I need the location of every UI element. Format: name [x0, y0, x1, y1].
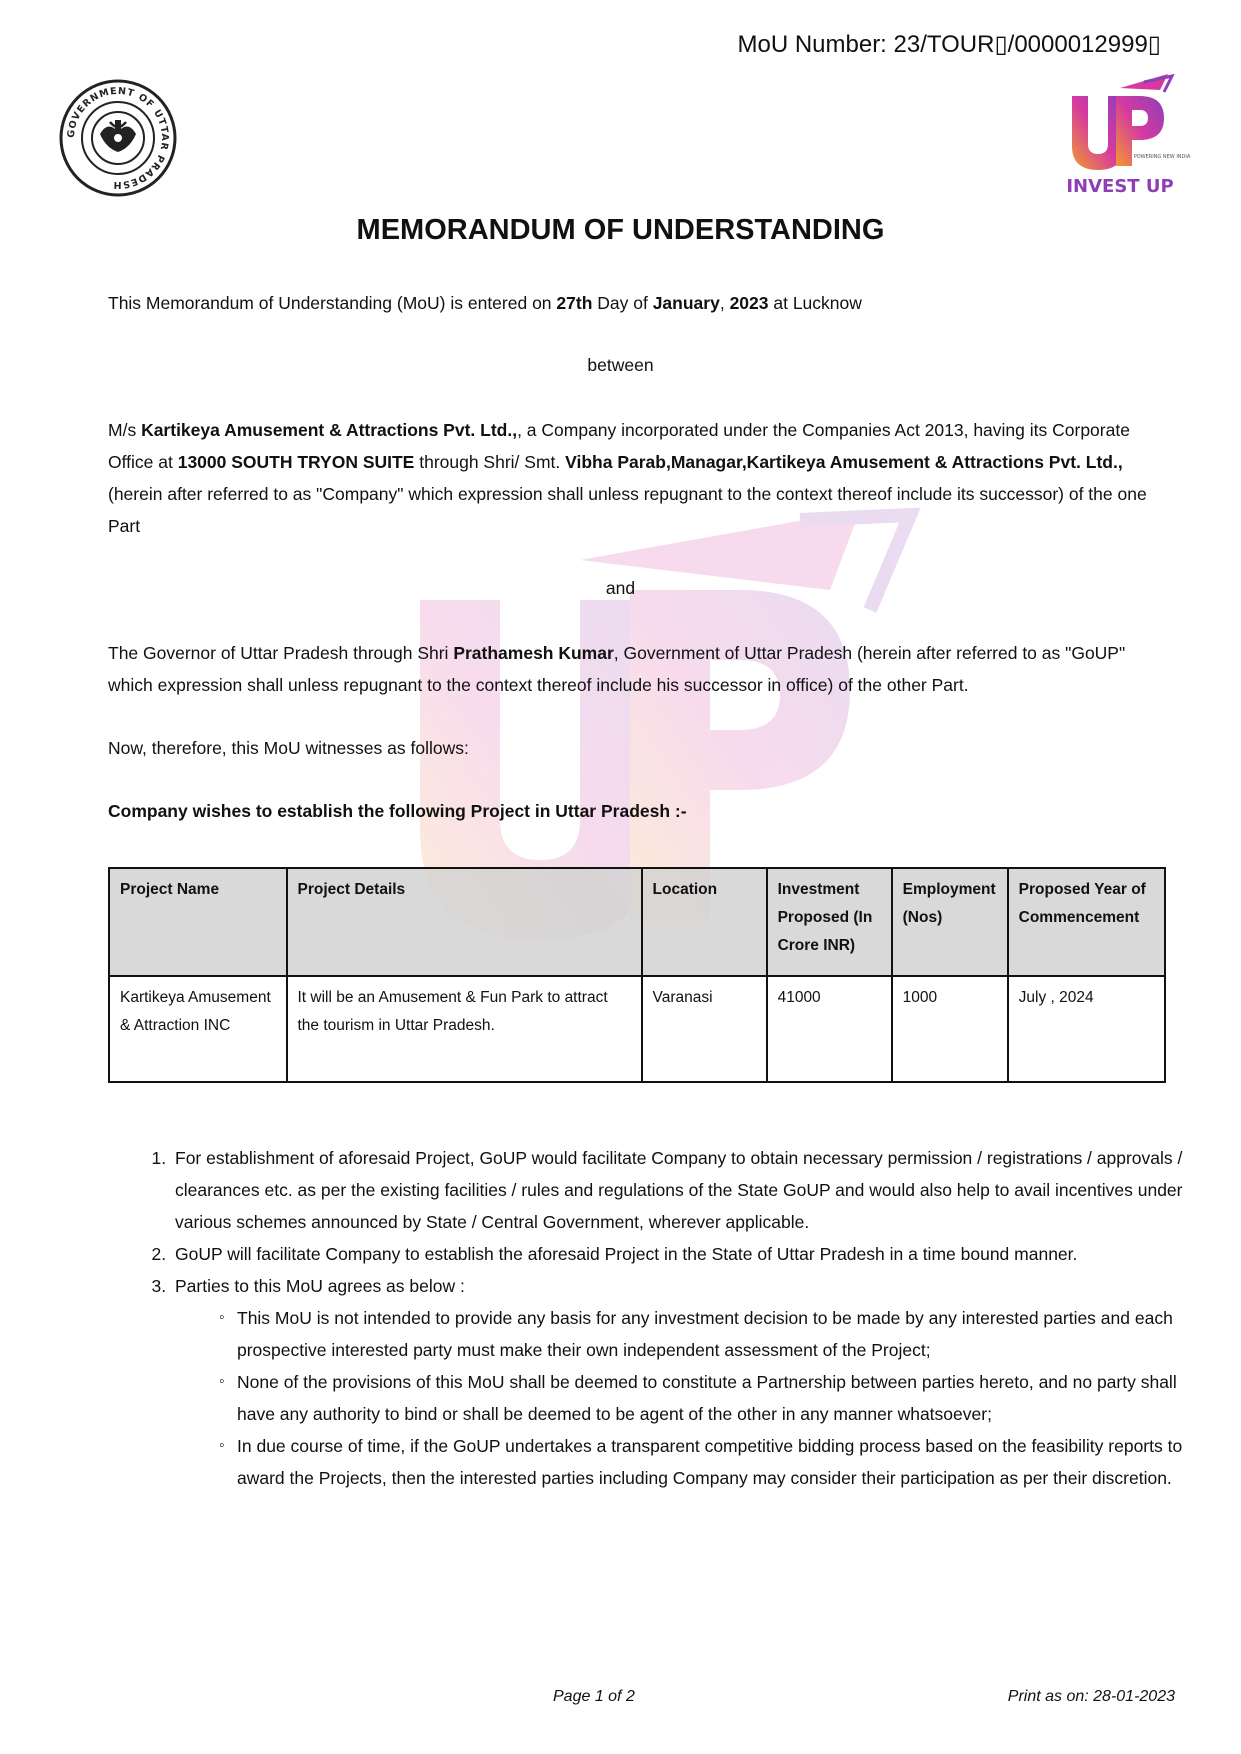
print-date: Print as on: 28-01-2023: [1007, 1688, 1175, 1705]
page-number: Page 1 of 2: [553, 1688, 635, 1705]
witness-statement: Now, therefore, this MoU witnesses as follows:: [108, 738, 469, 758]
project-table: [108, 867, 1166, 1083]
header-commencement: Proposed Year of Commencement: [1008, 868, 1165, 976]
logo-tagline: POWERING NEW INDIA: [1133, 154, 1191, 160]
header-employment: Employment (Nos): [892, 868, 1008, 976]
seal-text: GOVERNMENT OF UTTAR PRADESH: [65, 85, 171, 191]
sub-term-item: ◦ In due course of time, if the GoUP undertakes a transparent competitive bidding process based on the feasibility reports to award the Projects, then the interested parties including Company may consider their participation as per their discretion.: [237, 1430, 1211, 1494]
mou-number: MoU Number: 23/TOUR▯/0000012999▯: [737, 31, 1161, 58]
logo-text: INVEST UP: [1066, 176, 1174, 197]
header-investment: Investment Proposed (In Crore INR): [767, 868, 892, 976]
header-project-name: Project Name: [109, 868, 287, 976]
intro-paragraph: This Memorandum of Understanding (MoU) is entered on 27th Day of January, 2023 at Lucknow: [108, 293, 862, 313]
project-heading: Company wishes to establish the following Project in Uttar Pradesh :-: [108, 801, 687, 821]
cell-location: Varanasi: [642, 976, 767, 1082]
government-seal-icon: [58, 78, 178, 198]
cell-employment: 1000: [892, 976, 1008, 1082]
between-label: between: [587, 355, 654, 375]
invest-up-logo: [1060, 76, 1191, 204]
cell-project-details: It will be an Amusement & Fun Park to attract the tourism in Uttar Pradesh.: [287, 976, 642, 1082]
terms-list: [132, 1142, 1211, 1494]
sub-term-item: ◦ This MoU is not intended to provide any basis for any investment decision to be made by any interested parties and each prospective interested party must make their own independent assessment of the Project;: [237, 1302, 1211, 1366]
table-header-row: [109, 868, 1165, 976]
party-one-paragraph: M/s Kartikeya Amusement & Attractions Pvt. Ltd.,, a Company incorporated under the Companies Act 2013, having its Corporate Office at 13000 SOUTH TRYON SUITE through Shri/ Smt. Vibha Parab,Managar,Kartikeya Amusement & Attractions Pvt. Ltd., (herein after referred to as "Company" which expression shall unless repugnant to the context thereof include its successor) of the one Part: [108, 420, 1147, 536]
term-item: 2. GoUP will facilitate Company to establish the aforesaid Project in the State of Uttar Pradesh in a time bound manner.: [171, 1238, 1211, 1270]
term-item: [171, 1270, 1211, 1494]
sub-terms-list: [175, 1302, 1211, 1494]
party-two-paragraph: The Governor of Uttar Pradesh through Shri Prathamesh Kumar, Government of Uttar Pradesh (herein after referred to as "GoUP" which expression shall unless repugnant to the context thereof include his successor in office) of the other Part.: [108, 643, 1126, 695]
cell-investment: 41000: [767, 976, 892, 1082]
header-project-details: Project Details: [287, 868, 642, 976]
cell-project-name: Kartikeya Amusement & Attraction INC: [109, 976, 287, 1082]
sub-term-item: ◦ None of the provisions of this MoU shall be deemed to constitute a Partnership between parties hereto, and no party shall have any authority to bind or shall be deemed to be agent of the other in any manner whatsoever;: [237, 1366, 1211, 1430]
header-location: Location: [642, 868, 767, 976]
and-label: and: [605, 578, 636, 598]
page-title: MEMORANDUM OF UNDERSTANDING: [356, 214, 885, 246]
table-row: [109, 976, 1165, 1082]
term-text: Parties to this MoU agrees as below :: [175, 1276, 465, 1296]
cell-commencement: July , 2024: [1008, 976, 1165, 1082]
term-item: 1. For establishment of aforesaid Project, GoUP would facilitate Company to obtain necessary permission / registrations / approvals / clearances etc. as per the existing facilities / rules and regulations of the State GoUP and would also help to avail incentives under various schemes announced by State / Central Government, wherever applicable.: [171, 1142, 1211, 1238]
